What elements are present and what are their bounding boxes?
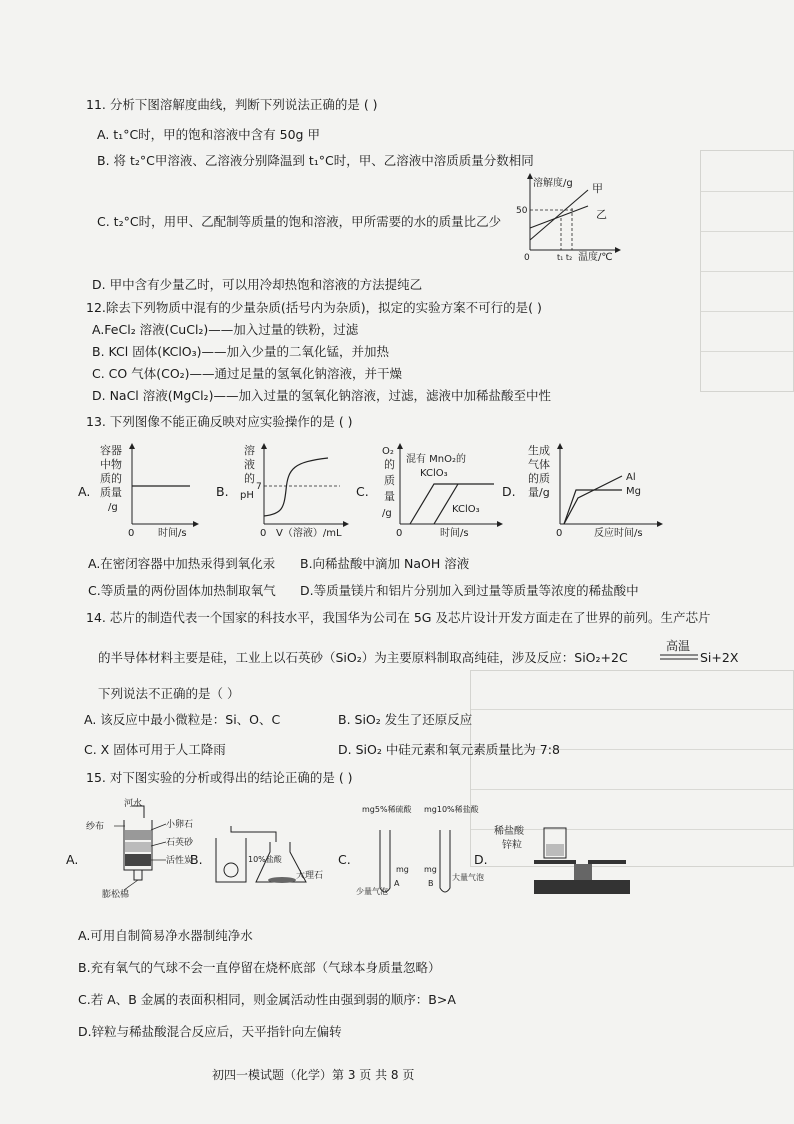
q13-gb-xlabel: V（溶液）/mL bbox=[276, 528, 342, 539]
q13-ga-y1: 容器 bbox=[100, 444, 122, 457]
q13-gb-y1: 溶 bbox=[244, 444, 255, 457]
q15-fa-l2: 石英砂 bbox=[166, 838, 194, 848]
q13-graph-b-letter: B. bbox=[216, 484, 229, 499]
q11-solubility-graph bbox=[514, 170, 624, 262]
q15-stem: 15. 对下图实验的分析或得出的结论正确的是 ( ) bbox=[86, 770, 353, 785]
q13-gc-k1: KClO₃ bbox=[420, 468, 448, 479]
q15-fig-a-letter: A. bbox=[66, 852, 79, 867]
q11-option-c: C. t₂°C时，用甲、乙配制等质量的饱和溶液，甲所需要的水的质量比乙少 bbox=[97, 214, 502, 229]
q13-graph-c-letter: C. bbox=[356, 484, 369, 499]
q14-equals-sign bbox=[660, 653, 700, 661]
q15-option-a: A.可用自制简易净水器制纯净水 bbox=[78, 928, 253, 943]
q15-fig-d-letter: D. bbox=[474, 852, 488, 867]
q15-fb-marble: 大理石 bbox=[296, 871, 324, 881]
q12-option-c: C. CO 气体(CO₂)——通过足量的氢氧化钠溶液，并干燥 bbox=[92, 366, 403, 381]
q13-gd-origin: 0 bbox=[556, 528, 563, 539]
q13-graph-b bbox=[236, 440, 352, 540]
q11-graph-50: 50 bbox=[516, 206, 528, 216]
q13-gb-y3: 的 bbox=[244, 472, 255, 485]
q11-graph-origin: 0 bbox=[524, 253, 530, 263]
q15-fig-d-balance bbox=[494, 820, 644, 900]
q13-gb-y2: 液 bbox=[244, 458, 255, 471]
bleed-through-table-right bbox=[700, 150, 794, 392]
q15-fc-a: A bbox=[394, 879, 400, 888]
q15-option-b: B.充有氧气的气球不会一直停留在烧杯底部（气球本身质量忽略） bbox=[78, 960, 441, 975]
q15-fc-bub2: 大量气泡 bbox=[452, 873, 484, 882]
q14-option-a: A. 该反应中最小微粒是：Si、O、C bbox=[84, 712, 281, 727]
q13-option-d: D.等质量镁片和铝片分别加入到过量等质量等浓度的稀盐酸中 bbox=[300, 583, 639, 598]
q13-option-c: C.等质量的两份固体加热制取氧气 bbox=[88, 583, 276, 598]
q13-ga-y4: 质量 bbox=[100, 486, 122, 499]
q13-gc-y1: O₂ bbox=[382, 446, 394, 457]
q15-fig-c-test-tubes bbox=[356, 800, 484, 904]
q11-graph-s2: 乙 bbox=[596, 208, 607, 221]
q12-option-a: A.FeCl₂ 溶液(CuCl₂)——加入过量的铁粉，过滤 bbox=[92, 322, 359, 337]
q11-option-a: A. t₁°C时，甲的饱和溶液中含有 50g 甲 bbox=[97, 127, 320, 142]
q13-gb-origin: 0 bbox=[260, 528, 267, 539]
q15-option-d: D.锌粒与稀盐酸混合反应后，天平指针向左偏转 bbox=[78, 1024, 342, 1039]
q15-fc-acid2: mg10%稀盐酸 bbox=[424, 805, 479, 814]
q11-stem: 11. 分析下图溶解度曲线，判断下列说法正确的是 ( ) bbox=[86, 97, 378, 112]
q13-gb-seven: 7 bbox=[256, 482, 262, 492]
q13-gd-al: Al bbox=[626, 472, 636, 483]
q13-gb-y4: pH bbox=[240, 490, 254, 501]
q13-gc-y2: 的 bbox=[384, 458, 395, 471]
q13-gd-y2: 气体 bbox=[528, 458, 550, 471]
q11-graph-ylabel: 溶解度/g bbox=[533, 178, 573, 189]
q15-fig-c-letter: C. bbox=[338, 852, 351, 867]
q14-condition: 高温 bbox=[666, 639, 691, 653]
q13-gc-y4: 量 bbox=[384, 490, 395, 503]
q14-stem-line2: 的半导体材料主要是硅，工业上以石英砂（SiO₂）为主要原料制取高纯硅，涉及反应：SiO₂+2C bbox=[98, 650, 628, 665]
q13-gc-y3: 质 bbox=[384, 474, 395, 487]
q14-option-b: B. SiO₂ 发生了还原反应 bbox=[338, 712, 473, 727]
q13-gc-y5: /g bbox=[382, 508, 392, 519]
q13-graph-d bbox=[522, 440, 672, 540]
q11-graph-xlabel: 温度/℃ bbox=[578, 252, 613, 263]
q13-gc-xlabel: 时间/s bbox=[440, 528, 469, 539]
q13-ga-y3: 质的 bbox=[100, 472, 122, 485]
q13-gc-k2: KClO₃ bbox=[452, 504, 480, 515]
q15-fb-acid: 10%盐酸 bbox=[248, 855, 282, 864]
q15-fd-zinc: 锌粒 bbox=[502, 840, 522, 851]
q13-ga-origin: 0 bbox=[128, 528, 135, 539]
q13-option-a: A.在密闭容器中加热汞得到氧化汞 bbox=[88, 556, 276, 571]
q15-option-c: C.若 A、B 金属的表面积相同，则金属活动性由强到弱的顺序：B>A bbox=[78, 992, 456, 1007]
q15-fc-m1: mg bbox=[396, 865, 409, 874]
q15-fa-l1: 小卵石 bbox=[166, 820, 194, 830]
q11-graph-xticks: t₁ t₂ bbox=[557, 253, 573, 262]
q13-gd-y4: 量/g bbox=[528, 486, 550, 499]
q14-option-d: D. SiO₂ 中硅元素和氧元素质量比为 7:8 bbox=[338, 742, 560, 757]
q14-product: Si+2X bbox=[700, 650, 739, 665]
q13-ga-y5: /g bbox=[108, 502, 118, 513]
q13-graph-a bbox=[96, 440, 206, 540]
q15-fa-l4: 膨松棉 bbox=[102, 890, 130, 900]
q15-fa-river: 河水 bbox=[124, 799, 143, 809]
q13-graph-d-letter: D. bbox=[502, 484, 516, 499]
q13-gd-y1: 生成 bbox=[528, 444, 550, 457]
q11-option-b: B. 将 t₂°C甲溶液、乙溶液分别降温到 t₁°C时，甲、乙溶液中溶质质量分数相同 bbox=[97, 153, 534, 168]
q13-graph-a-letter: A. bbox=[78, 484, 91, 499]
q12-stem: 12.除去下列物质中混有的少量杂质(括号内为杂质)，拟定的实验方案不可行的是( ) bbox=[86, 300, 542, 315]
q13-gd-y3: 的质 bbox=[528, 472, 550, 485]
q13-gc-origin: 0 bbox=[396, 528, 403, 539]
q15-fa-l3: 活性炭 bbox=[166, 856, 194, 866]
q15-fig-b-flask bbox=[206, 822, 326, 890]
q13-stem: 13. 下列图像不能正确反映对应实验操作的是 ( ) bbox=[86, 414, 353, 429]
q15-fc-bub1: 少量气泡 bbox=[356, 887, 388, 896]
q13-gd-mg: Mg bbox=[626, 486, 641, 497]
page-footer: 初四一模试题（化学）第 3 页 共 8 页 bbox=[212, 1068, 415, 1082]
q13-gd-xlabel: 反应时间/s bbox=[594, 528, 643, 539]
q13-graph-c bbox=[376, 440, 506, 540]
q14-option-c: C. X 固体可用于人工降雨 bbox=[84, 742, 226, 757]
q15-fc-b: B bbox=[428, 879, 434, 888]
q13-ga-xlabel: 时间/s bbox=[158, 528, 187, 539]
q13-gc-note: 混有 MnO₂的 bbox=[406, 454, 467, 465]
q14-stem-line3: 下列说法不正确的是（ ） bbox=[98, 686, 240, 701]
q11-option-d: D. 甲中含有少量乙时，可以用冷却热饱和溶液的方法提纯乙 bbox=[92, 277, 423, 292]
q14-stem-line1: 14. 芯片的制造代表一个国家的科技水平，我国华为公司在 5G 及芯片设计开发方面走在了世界的前列。生产芯片 bbox=[86, 610, 711, 625]
q15-fd-acid: 稀盐酸 bbox=[494, 826, 524, 837]
q15-fa-cloth: 纱布 bbox=[86, 822, 105, 832]
q13-ga-y2: 中物 bbox=[100, 458, 122, 471]
q11-graph-s1: 甲 bbox=[592, 182, 603, 195]
q15-fig-b-letter: B. bbox=[190, 852, 203, 867]
q12-option-d: D. NaCl 溶液(MgCl₂)——加入过量的氢氧化钠溶液，过滤，滤液中加稀盐酸至中性 bbox=[92, 388, 551, 403]
q15-fig-a-water-filter bbox=[84, 800, 204, 898]
q15-fc-m2: mg bbox=[424, 865, 437, 874]
q15-fc-acid1: mg5%稀硫酸 bbox=[362, 805, 412, 814]
q12-option-b: B. KCl 固体(KClO₃)——加入少量的二氧化锰，并加热 bbox=[92, 344, 390, 359]
q13-option-b: B.向稀盐酸中滴加 NaOH 溶液 bbox=[300, 556, 470, 571]
